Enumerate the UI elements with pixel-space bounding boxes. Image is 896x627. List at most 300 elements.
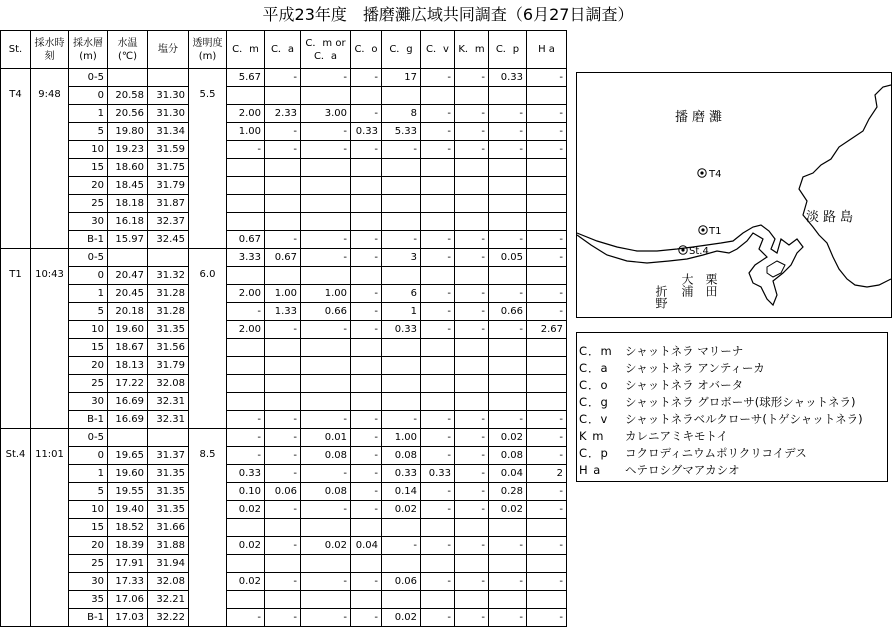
cmca-cell: - <box>301 609 351 627</box>
cp-cell <box>489 267 527 285</box>
cv-cell: - <box>421 573 455 591</box>
t1-label: T1 <box>709 226 722 237</box>
depth-cell: 10 <box>69 321 108 339</box>
cv-cell: - <box>421 429 455 447</box>
km-cell: - <box>455 69 489 87</box>
place-kurita: 栗田 <box>704 273 718 297</box>
km-cell: - <box>455 465 489 483</box>
km-cell <box>455 519 489 537</box>
salinity-cell: 31.37 <box>148 447 189 465</box>
cmca-cell: 3.00 <box>301 105 351 123</box>
depth-cell: 20 <box>69 357 108 375</box>
cv-cell: - <box>421 609 455 627</box>
sample-time: 11:01 <box>31 429 69 627</box>
legend-species-name: シャットネラ アンティーカ <box>625 361 765 375</box>
cm-cell <box>227 375 265 393</box>
depth-cell: 1 <box>69 285 108 303</box>
station-name: T1 <box>1 249 31 429</box>
salinity-cell: 31.75 <box>148 159 189 177</box>
cp-cell <box>489 213 527 231</box>
km-cell <box>455 177 489 195</box>
salinity-cell: 31.66 <box>148 519 189 537</box>
cmca-cell: 0.08 <box>301 483 351 501</box>
ha-cell <box>527 393 567 411</box>
table-row <box>1 447 567 465</box>
cg-cell <box>382 195 421 213</box>
header-depth: 採水層(m) <box>69 31 108 69</box>
salinity-cell: 31.88 <box>148 537 189 555</box>
cg-cell: 3 <box>382 249 421 267</box>
station-name: St.4 <box>1 429 31 627</box>
legend-species-name: ヘテロシグマアカシオ <box>625 463 740 477</box>
sea-label: 播磨灘 <box>675 110 727 125</box>
cm-cell: - <box>227 447 265 465</box>
legend-species-name: シャットネラベルクローサ(トゲシャットネラ) <box>625 412 863 426</box>
ha-cell <box>527 555 567 573</box>
co-cell <box>351 591 382 609</box>
cmca-cell: - <box>301 249 351 267</box>
ca-cell: - <box>265 69 301 87</box>
table-row <box>1 555 567 573</box>
ca-cell: - <box>265 501 301 519</box>
ca-cell <box>265 375 301 393</box>
cg-cell <box>382 213 421 231</box>
temp-cell: 20.47 <box>108 267 148 285</box>
cg-cell: 17 <box>382 69 421 87</box>
legend-item <box>579 445 887 462</box>
salinity-cell: 32.45 <box>148 231 189 249</box>
cm-cell <box>227 87 265 105</box>
depth-cell: 25 <box>69 555 108 573</box>
ca-cell: - <box>265 123 301 141</box>
cm-cell: 2.00 <box>227 321 265 339</box>
cmca-cell <box>301 159 351 177</box>
cp-cell: - <box>489 573 527 591</box>
temp-cell: 16.69 <box>108 393 148 411</box>
depth-cell: B-1 <box>69 231 108 249</box>
depth-cell: 0 <box>69 87 108 105</box>
cv-cell <box>421 267 455 285</box>
temp-cell: 18.39 <box>108 537 148 555</box>
ha-cell: - <box>527 123 567 141</box>
temp-cell: 19.60 <box>108 465 148 483</box>
ha-cell: 2 <box>527 465 567 483</box>
co-cell: - <box>351 429 382 447</box>
table-row <box>1 87 567 105</box>
co-cell: - <box>351 141 382 159</box>
salinity-cell: 31.34 <box>148 123 189 141</box>
cm-cell <box>227 393 265 411</box>
island-label: 淡路島 <box>806 210 858 225</box>
ca-cell <box>265 177 301 195</box>
ca-cell: - <box>265 231 301 249</box>
cv-cell: - <box>421 537 455 555</box>
cmca-cell: - <box>301 123 351 141</box>
table-row <box>1 69 567 87</box>
ca-cell <box>265 87 301 105</box>
legend-species-name: シャットネラ オバータ <box>625 378 744 392</box>
salinity-cell: 31.79 <box>148 177 189 195</box>
km-cell: - <box>455 249 489 267</box>
ca-cell: - <box>265 573 301 591</box>
cg-cell: - <box>382 411 421 429</box>
legend-item <box>579 428 887 445</box>
salinity-cell: 31.28 <box>148 303 189 321</box>
cp-cell: - <box>489 285 527 303</box>
temp-cell: 20.45 <box>108 285 148 303</box>
temp-cell: 17.22 <box>108 375 148 393</box>
cv-cell: - <box>421 249 455 267</box>
header-cp: C．p <box>489 31 527 69</box>
ha-cell <box>527 519 567 537</box>
salinity-cell: 31.32 <box>148 267 189 285</box>
ha-cell: - <box>527 609 567 627</box>
cmca-cell <box>301 177 351 195</box>
header-st: St. <box>1 31 31 69</box>
ca-cell: 0.06 <box>265 483 301 501</box>
km-cell: - <box>455 483 489 501</box>
data-table <box>0 30 567 627</box>
cp-cell: 0.05 <box>489 249 527 267</box>
cp-cell: 0.66 <box>489 303 527 321</box>
cv-cell <box>421 555 455 573</box>
cmca-cell: - <box>301 573 351 591</box>
salinity-cell: 31.59 <box>148 141 189 159</box>
cm-cell: 5.67 <box>227 69 265 87</box>
temp-cell: 17.06 <box>108 591 148 609</box>
legend-code: K m <box>579 429 605 443</box>
km-cell: - <box>455 447 489 465</box>
ca-cell <box>265 213 301 231</box>
temp-cell: 17.03 <box>108 609 148 627</box>
cv-cell <box>421 339 455 357</box>
km-cell: - <box>455 429 489 447</box>
ha-cell: - <box>527 501 567 519</box>
cm-cell: 0.02 <box>227 573 265 591</box>
cp-cell <box>489 393 527 411</box>
ha-cell <box>527 213 567 231</box>
cmca-cell: 1.00 <box>301 285 351 303</box>
co-cell <box>351 393 382 411</box>
depth-cell: 15 <box>69 339 108 357</box>
km-cell: - <box>455 285 489 303</box>
awaji-coastline <box>799 85 891 287</box>
cv-cell: - <box>421 501 455 519</box>
ca-cell: 0.67 <box>265 249 301 267</box>
depth-cell: 5 <box>69 123 108 141</box>
header-ca: C．a <box>265 31 301 69</box>
co-cell: - <box>351 573 382 591</box>
cm-cell <box>227 159 265 177</box>
ca-cell <box>265 195 301 213</box>
co-cell <box>351 555 382 573</box>
cm-cell <box>227 519 265 537</box>
temp-cell: 18.67 <box>108 339 148 357</box>
cm-cell <box>227 213 265 231</box>
temp-cell: 18.18 <box>108 195 148 213</box>
cmca-cell: 0.01 <box>301 429 351 447</box>
km-cell <box>455 375 489 393</box>
co-cell <box>351 357 382 375</box>
cp-cell: 0.02 <box>489 501 527 519</box>
co-cell <box>351 267 382 285</box>
co-cell: - <box>351 105 382 123</box>
temp-cell: 18.13 <box>108 357 148 375</box>
table-row <box>1 537 567 555</box>
cmca-cell: - <box>301 141 351 159</box>
ca-cell: - <box>265 447 301 465</box>
cg-cell: - <box>382 231 421 249</box>
cg-cell <box>382 339 421 357</box>
cm-cell: 2.00 <box>227 285 265 303</box>
co-cell <box>351 159 382 177</box>
cp-cell: - <box>489 321 527 339</box>
cmca-cell: - <box>301 465 351 483</box>
table-row <box>1 249 567 267</box>
ha-cell <box>527 87 567 105</box>
depth-cell: 30 <box>69 213 108 231</box>
salinity-cell: 32.08 <box>148 573 189 591</box>
legend-code: C．m <box>579 344 613 358</box>
cmca-cell <box>301 87 351 105</box>
ha-cell: - <box>527 69 567 87</box>
depth-cell: 20 <box>69 177 108 195</box>
table-row <box>1 339 567 357</box>
legend-item <box>579 377 887 394</box>
legend-item <box>579 411 887 428</box>
salinity-cell: 31.79 <box>148 357 189 375</box>
temp-cell: 19.80 <box>108 123 148 141</box>
ca-cell: 1.00 <box>265 285 301 303</box>
legend-species-name: シャットネラ グロボーサ(球形シャットネラ) <box>625 395 856 409</box>
header-co: C．o <box>351 31 382 69</box>
legend-item <box>579 394 887 411</box>
ha-cell: - <box>527 483 567 501</box>
cg-cell <box>382 591 421 609</box>
cv-cell: - <box>421 231 455 249</box>
depth-cell: 0-5 <box>69 69 108 87</box>
cm-cell: - <box>227 609 265 627</box>
cg-cell <box>382 519 421 537</box>
cm-cell: 1.00 <box>227 123 265 141</box>
depth-cell: 0 <box>69 267 108 285</box>
cg-cell <box>382 393 421 411</box>
salinity-cell: 31.56 <box>148 339 189 357</box>
ha-cell: - <box>527 249 567 267</box>
cmca-cell: - <box>301 231 351 249</box>
table-row <box>1 123 567 141</box>
cp-cell: - <box>489 411 527 429</box>
cp-cell: 0.28 <box>489 483 527 501</box>
ha-cell: - <box>527 141 567 159</box>
depth-cell: B-1 <box>69 609 108 627</box>
transparency-cell: 6.0 <box>189 249 227 429</box>
table-row <box>1 357 567 375</box>
st4-label: St.4 <box>689 246 709 257</box>
km-cell: - <box>455 231 489 249</box>
co-cell <box>351 339 382 357</box>
ha-cell: - <box>527 447 567 465</box>
depth-cell: 10 <box>69 141 108 159</box>
cp-cell: 0.08 <box>489 447 527 465</box>
km-cell: - <box>455 141 489 159</box>
t4-label: T4 <box>709 169 722 180</box>
cv-cell: - <box>421 321 455 339</box>
legend-item <box>579 462 887 479</box>
ha-cell: - <box>527 285 567 303</box>
cmca-cell <box>301 591 351 609</box>
co-cell: - <box>351 231 382 249</box>
ca-cell: - <box>265 609 301 627</box>
ca-cell <box>265 267 301 285</box>
salinity-cell: 32.22 <box>148 609 189 627</box>
ha-cell <box>527 177 567 195</box>
depth-cell: 35 <box>69 591 108 609</box>
cv-cell: - <box>421 483 455 501</box>
cv-cell <box>421 213 455 231</box>
salinity-cell <box>148 69 189 87</box>
ha-cell: - <box>527 303 567 321</box>
cv-cell: - <box>421 411 455 429</box>
km-cell <box>455 159 489 177</box>
temp-cell: 18.52 <box>108 519 148 537</box>
km-cell <box>455 339 489 357</box>
location-map <box>576 72 892 318</box>
ha-cell: - <box>527 231 567 249</box>
cp-cell <box>489 519 527 537</box>
peninsula-detail <box>767 261 785 277</box>
temp-cell: 20.58 <box>108 87 148 105</box>
co-cell: - <box>351 609 382 627</box>
depth-cell: 30 <box>69 393 108 411</box>
salinity-cell: 31.35 <box>148 483 189 501</box>
cg-cell: 0.02 <box>382 609 421 627</box>
cg-cell <box>382 357 421 375</box>
ha-cell <box>527 195 567 213</box>
ca-cell <box>265 159 301 177</box>
temp-cell: 19.40 <box>108 501 148 519</box>
cm-cell: 0.02 <box>227 501 265 519</box>
co-cell: - <box>351 285 382 303</box>
table-row <box>1 231 567 249</box>
salinity-cell: 32.08 <box>148 375 189 393</box>
depth-cell: 10 <box>69 501 108 519</box>
cv-cell <box>421 591 455 609</box>
cp-cell: 0.33 <box>489 69 527 87</box>
cmca-cell: 0.66 <box>301 303 351 321</box>
temp-cell: 16.69 <box>108 411 148 429</box>
km-cell <box>455 267 489 285</box>
table-row <box>1 321 567 339</box>
km-cell: - <box>455 537 489 555</box>
cg-cell <box>382 87 421 105</box>
cg-cell: 0.08 <box>382 447 421 465</box>
salinity-cell <box>148 429 189 447</box>
table-row <box>1 429 567 447</box>
temp-cell: 19.60 <box>108 321 148 339</box>
header-ha: H a <box>527 31 567 69</box>
temp-cell <box>108 429 148 447</box>
cp-cell: - <box>489 231 527 249</box>
cv-cell <box>421 375 455 393</box>
cm-cell <box>227 195 265 213</box>
table-row <box>1 303 567 321</box>
temp-cell: 18.60 <box>108 159 148 177</box>
ca-cell <box>265 339 301 357</box>
cg-cell <box>382 375 421 393</box>
depth-cell: 15 <box>69 519 108 537</box>
ha-cell <box>527 375 567 393</box>
cm-cell <box>227 357 265 375</box>
header-time: 採水時刻 <box>31 31 69 69</box>
co-cell: - <box>351 501 382 519</box>
table-row <box>1 393 567 411</box>
header-cg: C．g <box>382 31 421 69</box>
ha-cell <box>527 159 567 177</box>
transparency-cell: 5.5 <box>189 69 227 249</box>
table-row <box>1 213 567 231</box>
temp-cell: 18.45 <box>108 177 148 195</box>
co-cell: - <box>351 447 382 465</box>
cg-cell: 1.00 <box>382 429 421 447</box>
cp-cell <box>489 555 527 573</box>
temp-cell: 15.97 <box>108 231 148 249</box>
table-row <box>1 411 567 429</box>
depth-cell: 5 <box>69 303 108 321</box>
cv-cell: - <box>421 141 455 159</box>
ca-cell <box>265 393 301 411</box>
depth-cell: 15 <box>69 159 108 177</box>
cg-cell: 0.14 <box>382 483 421 501</box>
ca-cell: - <box>265 141 301 159</box>
km-cell <box>455 393 489 411</box>
legend-species-name: シャットネラ マリーナ <box>625 344 744 358</box>
depth-cell: 1 <box>69 105 108 123</box>
legend-species-name: コクロディニウムポリクリコイデス <box>625 446 807 460</box>
temp-cell <box>108 69 148 87</box>
co-cell: - <box>351 465 382 483</box>
ha-cell <box>527 591 567 609</box>
temp-cell <box>108 249 148 267</box>
cv-cell: - <box>421 123 455 141</box>
cm-cell: - <box>227 411 265 429</box>
cmca-cell: - <box>301 501 351 519</box>
ca-cell <box>265 591 301 609</box>
cp-cell <box>489 357 527 375</box>
co-cell <box>351 195 382 213</box>
salinity-cell <box>148 249 189 267</box>
cmca-cell: 0.02 <box>301 537 351 555</box>
depth-cell: 0-5 <box>69 249 108 267</box>
table-row <box>1 159 567 177</box>
sample-time: 10:43 <box>31 249 69 429</box>
co-cell: - <box>351 321 382 339</box>
ca-cell <box>265 555 301 573</box>
ca-cell <box>265 519 301 537</box>
co-cell: 0.33 <box>351 123 382 141</box>
salinity-cell: 32.21 <box>148 591 189 609</box>
legend-code: H a <box>579 463 602 477</box>
cg-cell: - <box>382 141 421 159</box>
cv-cell: - <box>421 105 455 123</box>
depth-cell: 1 <box>69 465 108 483</box>
legend-code: C．v <box>579 412 609 426</box>
cmca-cell <box>301 339 351 357</box>
cp-cell <box>489 339 527 357</box>
table-row <box>1 285 567 303</box>
cv-cell <box>421 195 455 213</box>
table-row <box>1 267 567 285</box>
